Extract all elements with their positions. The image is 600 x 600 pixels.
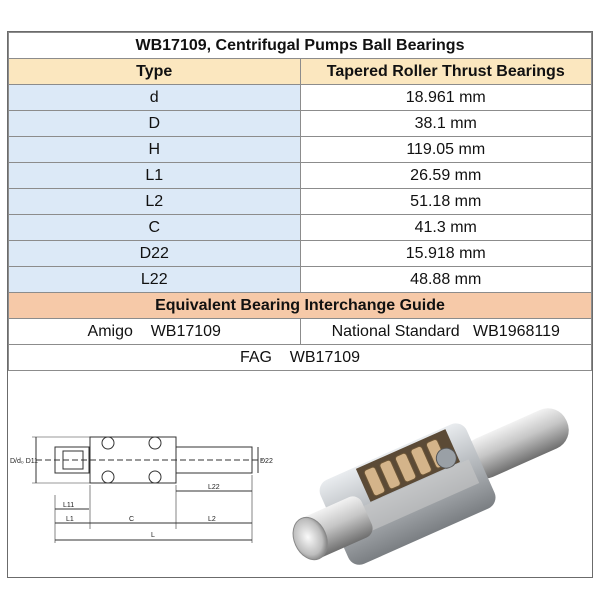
title-row (9, 33, 592, 59)
label-d22: D22 (260, 458, 273, 465)
value-d: 18.961 mm (300, 85, 592, 111)
guide-title: Equivalent Bearing Interchange Guide (9, 293, 592, 319)
param-L2: L2 (9, 189, 301, 215)
param-H: H (9, 137, 301, 163)
spec-table (8, 32, 592, 371)
value-D22: 15.918 mm (300, 241, 592, 267)
equivalent-code: WB17109 (150, 323, 221, 340)
label-l2: L2 (208, 516, 216, 523)
equivalent-fag (9, 345, 592, 371)
table-row (9, 215, 592, 241)
equivalent-brand: FAG (239, 349, 272, 366)
spec-sheet (7, 31, 593, 578)
label-l22: L22 (208, 484, 220, 491)
param-D22: D22 (9, 241, 301, 267)
equivalent-brand: National Standard (331, 323, 460, 340)
equivalent-code: WB17109 (289, 349, 361, 366)
bearing-render (270, 393, 590, 573)
header-row (9, 59, 592, 85)
table-row (9, 189, 592, 215)
equivalent-brand: Amigo (87, 323, 133, 340)
param-C: C (9, 215, 301, 241)
value-L1: 26.59 mm (300, 163, 592, 189)
value-L2: 51.18 mm (300, 189, 592, 215)
technical-drawing (8, 395, 273, 575)
label-d-ds-d11: D/d₀ D11 (10, 458, 39, 465)
equivalent-code: WB1968119 (473, 323, 560, 340)
label-l: L (151, 532, 155, 539)
value-H: 119.05 mm (300, 137, 592, 163)
table-row (9, 137, 592, 163)
equivalents-row (9, 319, 592, 345)
header-bearing-type: Tapered Roller Thrust Bearings (300, 59, 592, 85)
guide-row (9, 293, 592, 319)
label-l1: L1 (66, 516, 74, 523)
table-row (9, 241, 592, 267)
param-L1: L1 (9, 163, 301, 189)
value-L22: 48.88 mm (300, 267, 592, 293)
value-D: 38.1 mm (300, 111, 592, 137)
table-row (9, 111, 592, 137)
figure-area (8, 393, 592, 577)
header-type: Type (9, 59, 301, 85)
equivalents-row-fag (9, 345, 592, 371)
param-d: d (9, 85, 301, 111)
equivalent-amigo (9, 319, 301, 345)
param-D: D (9, 111, 301, 137)
param-L22: L22 (9, 267, 301, 293)
equivalent-national (300, 319, 592, 345)
label-l11: L11 (63, 502, 75, 509)
value-C: 41.3 mm (300, 215, 592, 241)
table-row (9, 267, 592, 293)
table-row (9, 85, 592, 111)
table-title: WB17109, Centrifugal Pumps Ball Bearings (9, 33, 592, 59)
label-c: C (129, 516, 135, 523)
table-row (9, 163, 592, 189)
